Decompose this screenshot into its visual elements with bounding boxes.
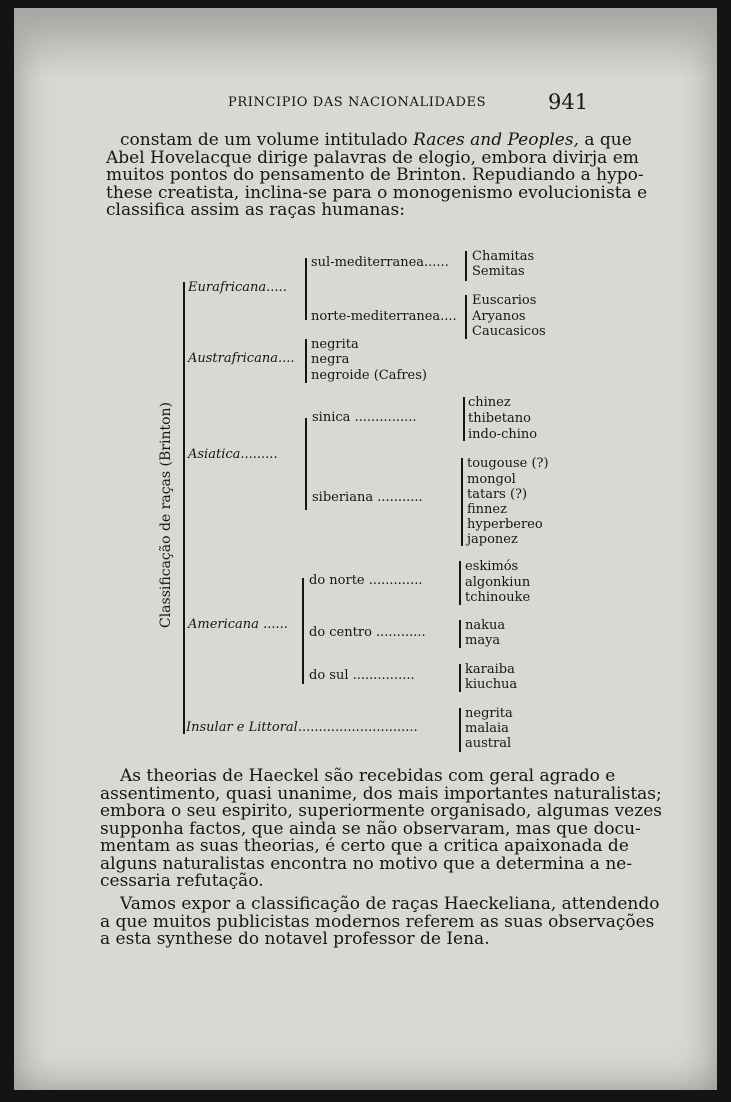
intro-line-2: Abel Hovelacque dirige palavras de elogio, embora divirja em [106,147,639,168]
item-eskimos: eskimós [465,559,519,574]
item-karaiba: karaiba [465,662,515,677]
p3-line-1: Vamos expor a classificação de raças Haeckeliana, attendendo [120,894,660,914]
do-centro-brace [459,620,461,648]
running-header: PRINCIPIO DAS NACIONALIDADES [228,95,487,110]
diagram-root-label: Classificação de raças (Brinton) [158,401,174,629]
p2-line-5: mentam as suas theorias, é certo que a critica apaixonada de [100,836,629,856]
eurafricana-bracket [305,258,307,320]
item-finnez: finnez [467,502,507,517]
intro-line-5: classifica assim as raças humanas: [106,200,405,220]
item-japonez: japonez [467,532,518,547]
paragraph-haeckel [100,766,662,891]
item-hyperbereo: hyperbereo [467,517,543,532]
eurafricana-label: Eurafricana..... [188,280,287,295]
p2-line-2: assentimento, quasi unanime, dos mais importantes naturalistas; [100,783,662,804]
p2-line-1: As theorias de Haeckel são recebidas com geral agrado e [120,766,616,786]
item-negra: negra [311,352,350,367]
austrafricana-brace [305,339,307,383]
item-malaia: malaia [465,721,509,736]
do-centro-label: do centro ............ [309,625,426,640]
p3-line-3: a esta synthese do notavel professor de Iena. [100,929,490,949]
americana-label: Americana ...... [188,617,288,632]
item-tougouse: tougouse (?) [467,456,549,471]
item-euscarios: Euscarios [472,293,537,308]
item-negroide: negroide (Cafres) [311,368,427,383]
item-tatars: tatars (?) [467,487,528,502]
do-norte-brace [459,561,461,605]
item-aryanos: Aryanos [472,309,526,324]
asiatica-bracket [305,418,307,510]
page-number: 941 [548,90,589,114]
do-norte-label: do norte ............. [309,573,423,588]
sul-mediterranea-label: sul-mediterranea...... [311,255,449,270]
item-austral: austral [465,736,512,751]
sinica-label: sinica ............... [312,410,417,425]
item-chinez: chinez [468,395,511,410]
item-semitas: Semitas [472,264,525,279]
item-maya: maya [465,633,501,648]
item-nakua: nakua [465,618,506,633]
norte-mediterranea-brace [465,295,467,339]
item-negrita: negrita [311,337,359,352]
item-thibetano: thibetano [468,411,531,426]
do-sul-brace [459,664,461,692]
siberiana-label: siberiana ........... [312,490,423,505]
intro-paragraph [106,130,648,220]
root-bracket [183,282,185,734]
intro-line-4: these creatista, inclina-se para o monogenismo evolucionista e [106,182,648,203]
item-chamitas: Chamitas [472,249,535,264]
item-caucasicos: Caucasicos [472,324,546,339]
p2-line-4: supponha factos, que ainda se não observaram, mas que docu- [100,818,641,839]
sinica-brace [463,397,465,441]
item-tchinouke: tchinouke [465,590,531,605]
sul-mediterranea-brace [465,251,467,281]
paragraph-classification [100,894,660,949]
austrafricana-label: Austrafricana.... [188,351,295,366]
p3-line-2: a que muitos publicistas modernos referem as suas observações [100,911,655,932]
p2-line-3: embora o seu espirito, superiormente organisado, algumas vezes [100,801,662,821]
do-sul-label: do sul ............... [309,668,415,683]
insular-brace [459,708,461,752]
p2-line-6: alguns naturalistas encontra no motivo que a determina a ne- [100,853,633,874]
asiatica-label: Asiatica......... [188,447,278,462]
item-kiuchua: kiuchua [465,677,518,692]
intro-line-1: constam de um volume intitulado Races and Peoples, a que [120,130,632,150]
item-indo-chino: indo-chino [468,427,538,442]
norte-mediterranea-label: norte-mediterranea.... [311,309,457,324]
siberiana-brace [461,458,463,546]
insular-littoral-label: Insular e Littoral............................. [186,720,418,735]
item-mongol: mongol [467,472,516,487]
intro-line-3: muitos pontos do pensamento de Brinton. Repudiando a hypo- [106,165,644,185]
item-insular-negrita: negrita [465,706,513,721]
item-algonkiun: algonkiun [465,575,531,590]
americana-bracket [302,578,304,684]
p2-line-7: cessaria refutação. [100,871,264,891]
